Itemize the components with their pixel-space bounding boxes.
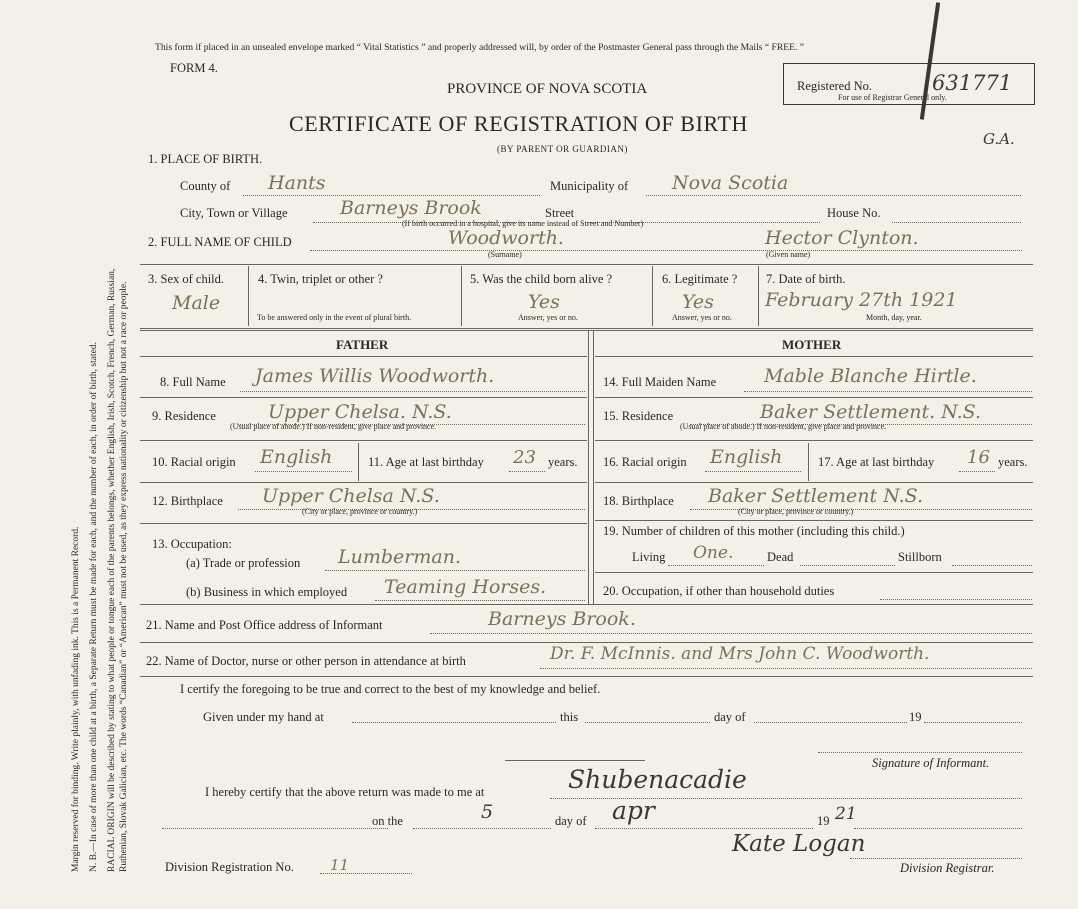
margin-note-3: RACIAL ORIGIN will be described by stating to what people or tongue each of the parents belongs, whether English, Irish, Scotch, French, German, Russian, — [107, 268, 117, 872]
father-abode-note: (Usual place of abode.) If non-resident, give place and province. — [230, 422, 437, 431]
legitimate-note: Answer, yes or no. — [672, 313, 732, 322]
birth-date-label: 7. Date of birth. — [766, 272, 846, 286]
father-years: years. — [548, 455, 578, 469]
mother-birthplace: Baker Settlement N.S. — [708, 485, 924, 507]
city-value: Barneys Brook — [340, 197, 482, 219]
birth-date-value: February 27th 1921 — [765, 289, 958, 311]
registrar-on-the-label: on the — [372, 814, 403, 828]
alive-label: 5. Was the child born alive ? — [470, 272, 613, 286]
registrar-signature: Kate Logan — [732, 831, 866, 857]
informant-signature-label: Signature of Informant. — [872, 756, 990, 770]
father-race-label: 10. Racial origin — [152, 455, 236, 469]
legitimate-value: Yes — [682, 291, 714, 313]
municipality-label: Municipality of — [550, 179, 629, 193]
mother-living: One. — [693, 543, 734, 563]
mother-name: Mable Blanche Hirtle. — [764, 365, 977, 387]
father-age-label: 11. Age at last birthday — [368, 455, 484, 469]
certificate-title: CERTIFICATE OF REGISTRATION OF BIRTH — [289, 111, 748, 136]
doctor-value: Dr. F. McInnis. and Mrs John C. Woodworth. — [550, 644, 930, 664]
father-trade: Lumberman. — [338, 546, 461, 568]
informant-value: Barneys Brook. — [488, 608, 636, 630]
child-surname: Woodworth. — [448, 227, 564, 249]
father-business: Teaming Horses. — [384, 576, 547, 598]
mother-living-label: Living — [632, 550, 666, 564]
father-birthplace-label: 12. Birthplace — [152, 494, 223, 508]
province-heading: PROVINCE OF NOVA SCOTIA — [447, 81, 648, 97]
mother-years: years. — [998, 455, 1028, 469]
mother-residence-label: 15. Residence — [603, 409, 674, 423]
registrar-day-of-label: day of — [555, 814, 587, 828]
registrar-text: I hereby certify that the above return was made to me at — [205, 785, 485, 799]
father-city-note: (City or place, province or country.) — [302, 507, 418, 516]
informant-label: 21. Name and Post Office address of Informant — [146, 618, 383, 632]
county-value: Hants — [268, 172, 326, 194]
father-birthplace: Upper Chelsa N.S. — [262, 485, 440, 507]
father-heading: FATHER — [336, 337, 389, 352]
father-residence-label: 9. Residence — [152, 409, 216, 423]
father-business-label: (b) Business in which employed — [186, 585, 348, 599]
mother-residence: Baker Settlement. N.S. — [760, 401, 982, 423]
father-occupation-label: 13. Occupation: — [152, 537, 232, 551]
mother-race-label: 16. Racial origin — [603, 455, 687, 469]
mother-dead-label: Dead — [767, 550, 794, 564]
division-registration-number: 11 — [330, 856, 350, 874]
division-registration-label: Division Registration No. — [165, 860, 294, 874]
registered-note: For use of Registrar General only. — [838, 93, 947, 102]
mother-race: English — [710, 446, 783, 468]
house-label: House No. — [827, 206, 881, 220]
registration-place: Shubenacadie — [568, 765, 747, 794]
doctor-label: 22. Name of Doctor, nurse or other person in attendance at birth — [146, 654, 466, 668]
father-name-label: 8. Full Name — [160, 375, 226, 389]
division-registrar-label: Division Registrar. — [900, 861, 995, 875]
father-residence: Upper Chelsa. N.S. — [268, 401, 452, 423]
certify-text: I certify the foregoing to be true and correct to the best of my knowledge and belief. — [180, 682, 601, 696]
street-label: Street — [545, 206, 575, 220]
child-name-label: 2. FULL NAME OF CHILD — [148, 235, 292, 249]
certify-year-label: 19 — [909, 710, 922, 724]
municipality-value: Nova Scotia — [672, 172, 789, 194]
registration-month: apr — [612, 796, 655, 825]
mother-abode-note: (Usual place of abode.) If non-resident, give place and province. — [680, 422, 887, 431]
registration-year: 21 — [835, 804, 857, 824]
alive-value: Yes — [528, 291, 560, 313]
mother-birthplace-label: 18. Birthplace — [603, 494, 674, 508]
mother-children-label: 19. Number of children of this mother (including this child.) — [603, 524, 905, 538]
alive-note: Answer, yes or no. — [518, 313, 578, 322]
form-number: FORM 4. — [170, 61, 218, 75]
given-under-label: Given under my hand at — [203, 710, 324, 724]
registration-day: 5 — [481, 801, 494, 823]
place-heading: 1. PLACE OF BIRTH. — [148, 152, 263, 166]
sex-label: 3. Sex of child. — [148, 272, 225, 286]
mother-occupation-label: 20. Occupation, if other than household duties — [603, 584, 835, 598]
certify-this-label: this — [560, 710, 579, 724]
registered-label: Registered No. — [797, 79, 872, 93]
mother-age: 16 — [967, 447, 990, 468]
mother-city-note: (City or place, province or country.) — [738, 507, 854, 516]
sex-value: Male — [172, 292, 221, 314]
mother-age-label: 17. Age at last birthday — [818, 455, 935, 469]
given-caption: (Given name) — [766, 250, 811, 259]
certify-day-of-label: day of — [714, 710, 746, 724]
mother-stillborn-label: Stillborn — [898, 550, 942, 564]
margin-note-2: N. B.—In case of more than one child at a birth, a Separate Return must be made for each, and the number of each, in order of birth, stated. — [89, 342, 99, 872]
mother-heading: MOTHER — [782, 337, 842, 352]
margin-note-4: Ruthenian, Slovak Galician, etc. The words “Canadian” or “American” must not be used, as they express nationality or citizenship but not a race or people. — [119, 281, 129, 872]
child-given-name: Hector Clynton. — [765, 227, 919, 249]
county-label: County of — [180, 179, 231, 193]
father-age: 23 — [513, 447, 536, 468]
hospital-note: (If birth occurred in a hospital, give its name instead of Street and Number) — [402, 219, 644, 228]
father-name: James Willis Woodworth. — [255, 365, 495, 387]
legitimate-label: 6. Legitimate ? — [662, 272, 738, 286]
registrar-year-prefix: 19 — [817, 814, 830, 828]
birth-date-note: Month, day, year. — [866, 313, 922, 322]
stamp-mark: G.A. — [983, 130, 1015, 148]
margin-note-1: Margin reserved for binding. Write plainly, with unfading ink. This is a Permanent Record. — [71, 526, 81, 872]
registered-number: 631771 — [932, 71, 1013, 95]
top-notice: This form if placed in an unsealed envelope marked “ Vital Statistics ” and properly addressed will, by order of the Postmaster General pass through the Mails “ FREE. ” — [155, 42, 805, 53]
twin-label: 4. Twin, triplet or other ? — [258, 272, 383, 286]
father-trade-label: (a) Trade or profession — [186, 556, 301, 570]
surname-caption: (Surname) — [488, 250, 522, 259]
father-race: English — [260, 446, 333, 468]
twin-note: To be answered only in the event of plural birth. — [257, 313, 412, 322]
city-label: City, Town or Village — [180, 206, 288, 220]
mother-name-label: 14. Full Maiden Name — [603, 375, 717, 389]
certificate-subtitle: (BY PARENT OR GUARDIAN) — [497, 144, 628, 154]
